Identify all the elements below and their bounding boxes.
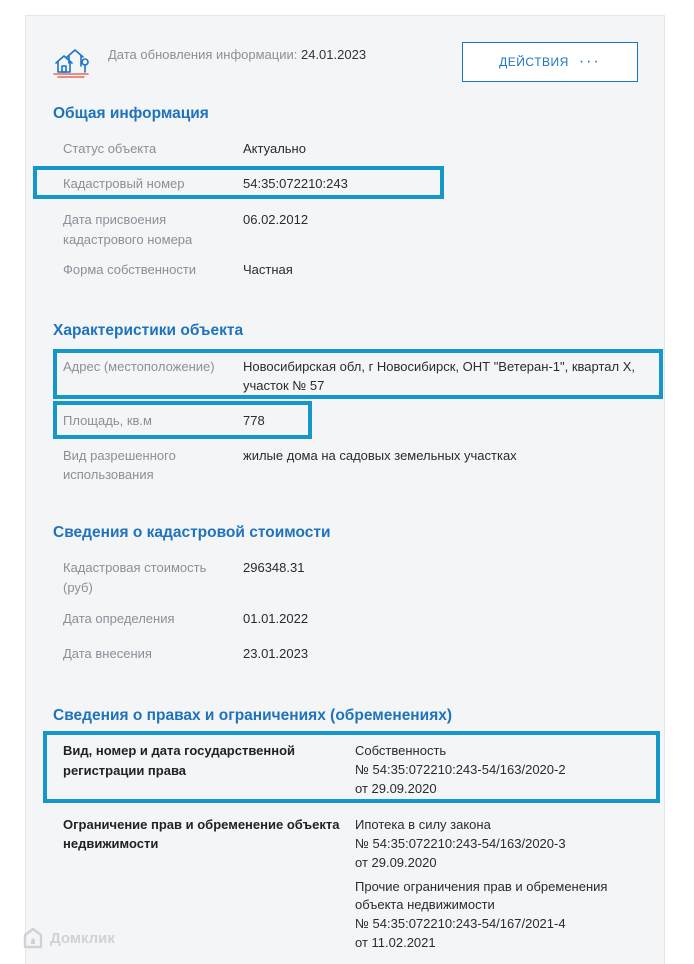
ownership-value: Частная [243, 262, 293, 277]
address-value-line1: Новосибирская обл, г Новосибирск, ОНТ "Ветеран-1", квартал Х, [243, 359, 635, 374]
actions-button[interactable] [462, 42, 638, 82]
actions-button-label: ДЕЙСТВИЯ [499, 55, 569, 69]
usage-label-line1: Вид разрешенного [63, 448, 176, 463]
entry-label: Дата внесения [63, 646, 152, 661]
domclick-watermark [22, 927, 115, 949]
update-date: 24.01.2023 [300, 47, 367, 62]
area-value: 778 [243, 413, 265, 428]
usage-label-line2: использования [63, 467, 154, 482]
assign-date-label-line1: Дата присвоения [63, 212, 167, 227]
address-value-line2: участок № 57 [243, 378, 325, 393]
status-label: Статус объекта [63, 141, 157, 156]
section-title-valuation: Сведения о кадастровой стоимости [53, 524, 331, 541]
restriction-a-date: от 29.09.2020 [355, 855, 437, 870]
registration-number: № 54:35:072210:243-54/163/2020-2 [355, 762, 566, 777]
ownership-label: Форма собственности [63, 262, 197, 277]
domclick-logo-icon [22, 927, 44, 949]
address-label: Адрес (местоположение) [63, 359, 215, 374]
cadastral-label: Кадастровый номер [63, 176, 185, 191]
usage-value: жилые дома на садовых земельных участках [243, 448, 517, 463]
restriction-b-number: № 54:35:072210:243-54/167/2021-4 [355, 916, 566, 931]
assign-date-value: 06.02.2012 [243, 212, 309, 227]
cadastral-value: 54:35:072210:243 [243, 176, 348, 191]
update-label: Дата обновления информации: [108, 47, 298, 62]
registration-date: от 29.09.2020 [355, 781, 437, 796]
registration-type: Собственность [355, 743, 447, 758]
restriction-b-date: от 11.02.2021 [355, 935, 436, 950]
more-dots-icon: ··· [578, 53, 601, 70]
determination-label: Дата определения [63, 611, 175, 626]
cost-label-line1: Кадастровая стоимость [63, 560, 207, 575]
restriction-label-line2: недвижимости [63, 836, 159, 851]
area-label: Площадь, кв.м [63, 413, 152, 428]
update-info [108, 47, 366, 62]
cost-label-line2: (руб) [63, 580, 93, 595]
entry-value: 23.01.2023 [243, 646, 309, 661]
houses-icon [52, 45, 90, 79]
restriction-b-type-line1: Прочие ограничения прав и обременения [355, 879, 608, 894]
cost-value: 296348.31 [243, 560, 305, 575]
restriction-label-line1: Ограничение прав и обременение объекта [63, 817, 340, 832]
section-title-general: Общая информация [53, 105, 209, 122]
restriction-a-number: № 54:35:072210:243-54/163/2020-3 [355, 836, 566, 851]
assign-date-label-line2: кадастрового номера [63, 232, 193, 247]
status-value: Актуально [243, 141, 306, 156]
section-title-rights: Сведения о правах и ограничениях (обременениях) [53, 707, 453, 724]
determination-value: 01.01.2022 [243, 611, 309, 626]
watermark-text: Домклик [50, 929, 115, 947]
restriction-a-type: Ипотека в силу закона [355, 817, 491, 832]
registration-label-line1: Вид, номер и дата государственной [63, 743, 296, 758]
section-title-characteristics: Характеристики объекта [53, 322, 244, 339]
registration-label-line2: регистрации права [63, 763, 187, 778]
restriction-b-type-line2: объекта недвижимости [355, 897, 495, 912]
